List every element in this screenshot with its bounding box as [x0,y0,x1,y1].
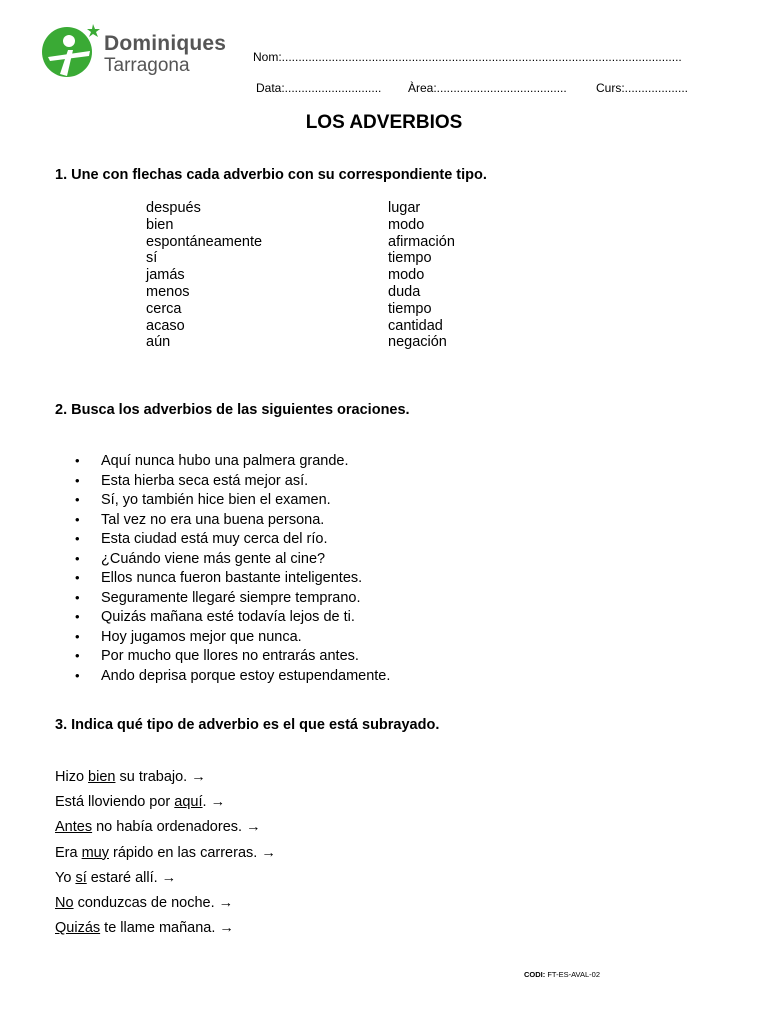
exercise-row [55,891,276,916]
sentence-text: ¿Cuándo viene más gente al cine? [101,550,326,567]
adverb-column [146,200,262,351]
adverb-item: jamás [146,267,185,284]
bullet-icon: • [75,648,80,663]
bullet-icon: • [75,550,80,566]
exercise-row [55,815,276,840]
list-item [75,666,390,686]
sentence-end: te llame mañana. → [100,920,234,937]
bullet-icon: • [75,472,80,488]
type-item: negación [388,334,447,351]
logo-text-line1: Dominiques [104,32,227,55]
list-item [75,568,390,588]
section2-heading: 2. Busca los adverbios de las siguientes oraciones. [55,402,410,418]
type-column [388,200,455,351]
logo-text-line2: Tarragona [104,55,190,76]
bullet-icon: • [75,492,80,507]
sentence-end: rápido en las carreras. → [109,844,276,861]
list-item [75,627,390,647]
adverb-item: bien [146,216,174,233]
type-item: tiempo [388,300,432,317]
bullet-icon: • [75,570,80,585]
type-item: modo [388,216,425,233]
document-code [524,970,600,979]
adverb-item: después [146,200,201,216]
bullet-icon: • [75,531,80,546]
adverb-item: cerca [146,300,182,317]
type-item: modo [388,267,425,284]
logo-mark-icon [40,24,104,80]
date-field: Data:............................. [256,81,382,95]
list-item [75,529,390,549]
list-item [75,471,390,491]
sentence-start: Era [55,844,82,861]
section3-heading: 3. Indica qué tipo de adverbio es el que está subrayado. [55,717,440,733]
sentence-start: Está lloviendo por [55,794,175,811]
type-item: tiempo [388,250,432,267]
sentence-text: Quizás mañana esté todavía lejos de ti. [101,609,355,625]
sentence-end: no había ordenadores. → [92,819,261,836]
underlined-adverb: muy [81,844,109,861]
sentence-start: Hizo [55,769,89,785]
exercise-row [55,841,276,866]
bullet-icon: • [75,609,80,624]
adverb-item: espontáneamente [146,233,263,250]
list-item [75,549,390,569]
list-item [75,451,390,471]
list-item [75,490,390,510]
sentence-text: Ellos nunca fueron bastante inteligentes. [101,570,363,586]
exercise-row [55,790,276,815]
sentence-list [75,451,390,685]
exercise-row [55,765,276,790]
name-field: Nom:........................................................................................................................ [253,50,682,64]
list-item [75,510,390,530]
sentence-start: Yo [55,869,76,886]
adverb-item: menos [146,283,190,300]
bullet-icon: • [75,667,80,683]
type-item: afirmación [388,233,455,250]
underlined-adverb: sí [75,869,87,886]
sentence-text: Esta hierba seca está mejor así. [101,472,309,489]
sentence-end: su trabajo. → [115,769,206,785]
list-item [75,607,390,627]
sentence-text: Ando deprisa porque estoy estupendamente. [101,667,391,684]
sentence-text: Seguramente llegaré siempre temprano. [101,589,361,606]
underlined-adverb: aquí [174,794,203,811]
page-title: LOS ADVERBIOS [305,112,463,133]
sentence-text: Esta ciudad está muy cerca del río. [101,531,328,547]
sentence-text: Hoy jugamos mejor que nunca. [101,628,302,645]
underlined-adverb: Antes [55,819,93,836]
bullet-icon: • [75,628,80,644]
sentence-end: conduzcas de noche. → [73,894,234,911]
course-field: Curs:................... [596,81,689,95]
area-field: Àrea:....................................... [408,81,567,95]
exercise-row [55,916,276,941]
school-logo [40,24,230,80]
underlined-adverb: Quizás [55,920,101,937]
sentence-end: . → [202,794,226,811]
sentence-text: Tal vez no era una buena persona. [101,511,325,528]
list-item [75,646,390,666]
sentence-text: Aquí nunca hubo una palmera grande. [101,453,349,469]
bullet-icon: • [75,453,80,468]
sentence-text: Por mucho que llores no entrarás antes. [101,648,359,664]
section1-heading: 1. Une con flechas cada adverbio con su correspondiente tipo. [55,167,487,183]
adverb-item: aún [146,334,171,351]
code-value: FT-ES-AVAL-02 [545,970,600,979]
bullet-icon: • [75,589,80,605]
exercise-row [55,866,276,891]
underlined-adverb: No [55,894,74,911]
adverb-item: acaso [146,317,185,334]
adverb-item: sí [146,250,158,267]
sentence-end: estaré allí. → [86,869,177,886]
bullet-icon: • [75,511,80,527]
exercise-sentences [55,765,276,941]
sentence-text: Sí, yo también hice bien el examen. [101,492,331,508]
underlined-adverb: bien [88,769,116,785]
type-item: duda [388,283,421,300]
code-label: CODI: [524,970,546,979]
type-item: lugar [388,200,421,216]
list-item [75,588,390,608]
type-item: cantidad [388,317,443,334]
